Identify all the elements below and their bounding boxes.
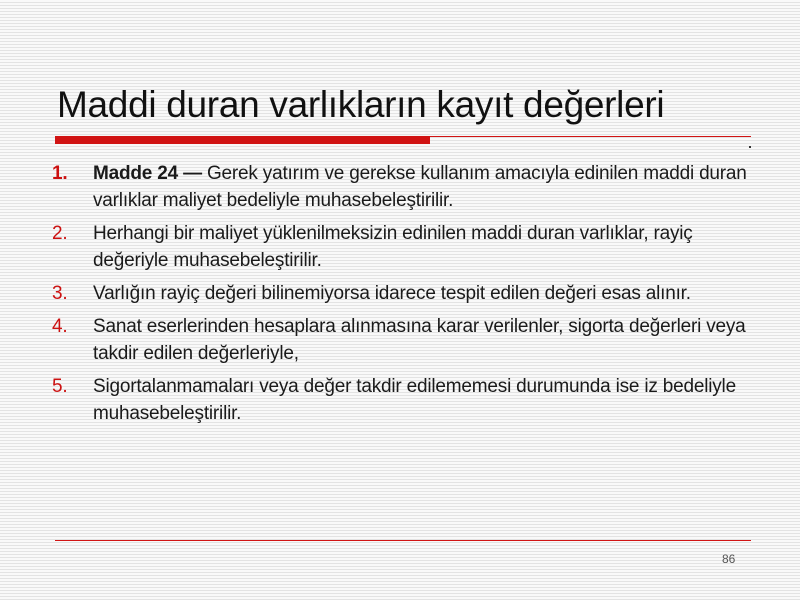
list-item bbox=[52, 160, 752, 214]
numbered-list bbox=[52, 160, 752, 433]
list-item bbox=[52, 313, 752, 367]
list-item-text: Herhangi bir maliyet yüklenilmeksizin edinilen maddi duran varlıklar, rayiç değeriyle muhasebeleştirilir. bbox=[93, 223, 693, 271]
list-item-text: Gerek yatırım ve gerekse kullanım amacıyla edinilen maddi duran varlıklar maliyet bedeliyle muhasebeleştirilir. bbox=[93, 163, 747, 211]
page-number: 86 bbox=[722, 552, 736, 566]
list-item-number: 4. bbox=[52, 316, 68, 337]
list-item-text: Sigortalanmamaları veya değer takdir edilememesi durumunda ise iz bedeliyle muhasebeleştirilir. bbox=[93, 376, 736, 424]
title-underline-tick bbox=[749, 146, 751, 148]
list-item bbox=[52, 373, 752, 427]
list-item-number: 2. bbox=[52, 223, 68, 244]
list-item-text: Sanat eserlerinden hesaplara alınmasına karar verilenler, sigorta değerleri veya takdir edilen değerleriyle, bbox=[93, 316, 746, 364]
list-item bbox=[52, 220, 752, 274]
list-item bbox=[52, 280, 752, 307]
article-reference: Madde 24 — bbox=[93, 163, 202, 184]
list-item-text: Varlığın rayiç değeri bilinemiyorsa idarece tespit edilen değeri esas alınır. bbox=[93, 283, 691, 304]
list-item-number: 5. bbox=[52, 376, 68, 397]
list-item-number: 3. bbox=[52, 283, 68, 304]
title-underline-accent bbox=[55, 136, 430, 144]
list-item-number: 1. bbox=[52, 163, 68, 184]
slide-title: Maddi duran varlıkların kayıt değerleri bbox=[57, 84, 665, 125]
footer-divider bbox=[55, 540, 751, 541]
